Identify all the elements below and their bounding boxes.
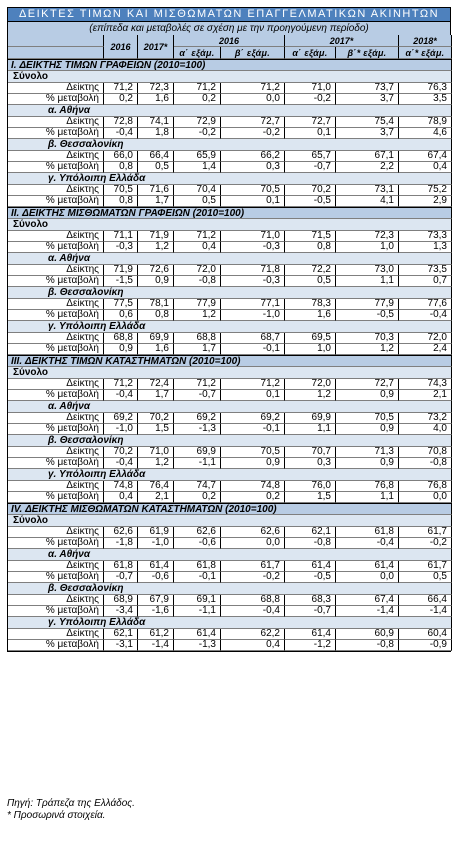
table-cell: 77,9 — [336, 299, 399, 310]
header-year-2016: 2016 — [104, 35, 138, 59]
table-cell: 76,8 — [399, 481, 452, 492]
table-cell: -1,4 — [138, 640, 174, 651]
group-title: α. Αθήνα — [8, 105, 452, 117]
table-cell: 67,1 — [336, 151, 399, 162]
table-cell: 62,2 — [221, 629, 285, 640]
table-cell: 69,9 — [174, 447, 221, 458]
table-cell: 1,0 — [336, 242, 399, 253]
table-cell: -1,8 — [104, 538, 138, 549]
table-cell: -0,4 — [104, 390, 138, 401]
row-label: Δείκτης — [8, 413, 104, 424]
row-label: % μεταβολή — [8, 538, 104, 549]
table-cell: 68,8 — [174, 333, 221, 344]
table-cell: -1,3 — [174, 640, 221, 651]
table-cell: 0,9 — [104, 344, 138, 355]
table-cell: 0,1 — [221, 196, 285, 207]
table-cell: 2,4 — [399, 344, 452, 355]
table-cell: -0,9 — [399, 640, 452, 651]
table-cell: 60,9 — [336, 629, 399, 640]
table-cell: 71,2 — [221, 379, 285, 390]
header-2017-semesters: 2017* — [285, 35, 399, 47]
table-cell: 71,9 — [104, 265, 138, 276]
group-title: γ. Υπόλοιπη Ελλάδα — [8, 173, 452, 185]
table-cell: 66,4 — [138, 151, 174, 162]
group-title: β. Θεσσαλονίκη — [8, 435, 452, 447]
row-label: Δείκτης — [8, 595, 104, 606]
row-label: Δείκτης — [8, 117, 104, 128]
document — [7, 7, 451, 652]
row-label: % μεταβολή — [8, 492, 104, 503]
table-cell: -0,4 — [221, 606, 285, 617]
table-cell: 67,4 — [336, 595, 399, 606]
table-cell: -0,5 — [285, 196, 336, 207]
row-label: Δείκτης — [8, 265, 104, 276]
table-cell: -0,4 — [399, 310, 452, 321]
table-cell: 71,0 — [138, 447, 174, 458]
row-label: % μεταβολή — [8, 94, 104, 105]
table-cell: 72,8 — [104, 117, 138, 128]
row-label: % μεταβολή — [8, 162, 104, 173]
table-cell: 1,7 — [138, 196, 174, 207]
section-title: II. ΔΕΙΚΤΗΣ ΜΙΣΘΩΜΑΤΩΝ ΓΡΑΦΕΙΩΝ (2010=100) — [8, 207, 452, 219]
table-cell: 1,7 — [174, 344, 221, 355]
row-label: Δείκτης — [8, 151, 104, 162]
row-label: % μεταβολή — [8, 640, 104, 651]
table-cell: 71,0 — [285, 83, 336, 94]
row-label: % μεταβολή — [8, 572, 104, 583]
table-cell: 0,2 — [221, 492, 285, 503]
table-cell: 73,1 — [336, 185, 399, 196]
table-cell: 72,9 — [174, 117, 221, 128]
table-cell: 1,1 — [336, 276, 399, 287]
table-cell: 0,0 — [399, 492, 452, 503]
table-cell: 60,4 — [399, 629, 452, 640]
table-cell: -0,2 — [285, 94, 336, 105]
table-cell: 71,8 — [221, 265, 285, 276]
row-label: Δείκτης — [8, 299, 104, 310]
table-cell: 70,2 — [138, 413, 174, 424]
table-cell: 71,2 — [104, 83, 138, 94]
table-cell: 72,2 — [285, 265, 336, 276]
table-cell: 69,5 — [285, 333, 336, 344]
table-cell: 67,9 — [138, 595, 174, 606]
table-cell: 68,8 — [221, 595, 285, 606]
table-cell: 78,1 — [138, 299, 174, 310]
table-cell: 76,3 — [399, 83, 452, 94]
table-cell: 75,4 — [336, 117, 399, 128]
row-label: % μεταβολή — [8, 344, 104, 355]
table-cell: 0,9 — [336, 424, 399, 435]
table-cell: 73,5 — [399, 265, 452, 276]
table-cell: 78,9 — [399, 117, 452, 128]
group-title: Σύνολο — [8, 515, 452, 527]
table-cell: 61,4 — [138, 561, 174, 572]
table-cell: 1,1 — [336, 492, 399, 503]
table-cell: 70,2 — [104, 447, 138, 458]
table-cell: 69,9 — [138, 333, 174, 344]
table-cell: 65,7 — [285, 151, 336, 162]
row-label: % μεταβολή — [8, 128, 104, 139]
table-cell: 70,5 — [221, 447, 285, 458]
row-label: Δείκτης — [8, 185, 104, 196]
table-cell: 72,0 — [174, 265, 221, 276]
table-cell: -0,4 — [104, 458, 138, 469]
row-label: Δείκτης — [8, 629, 104, 640]
table-cell: 75,2 — [399, 185, 452, 196]
table-cell: 68,9 — [104, 595, 138, 606]
header-h1-2017: α΄ εξάμ. — [285, 47, 336, 59]
table-cell: 0,9 — [221, 458, 285, 469]
table-cell: 3,7 — [336, 94, 399, 105]
table-cell: 70,7 — [285, 447, 336, 458]
table-cell: 65,9 — [174, 151, 221, 162]
table-cell: 0,7 — [399, 276, 452, 287]
table-cell: 68,8 — [104, 333, 138, 344]
table-cell: 70,5 — [336, 413, 399, 424]
row-label: % μεταβολή — [8, 390, 104, 401]
header-h2-2017: β΄* εξάμ. — [336, 47, 399, 59]
table-cell: 76,0 — [285, 481, 336, 492]
table-cell: -0,2 — [399, 538, 452, 549]
row-label: Δείκτης — [8, 333, 104, 344]
table-cell: 69,2 — [174, 413, 221, 424]
table-cell: 0,0 — [336, 572, 399, 583]
table-cell: 1,2 — [138, 458, 174, 469]
table-cell: 0,0 — [221, 94, 285, 105]
table-cell: 0,3 — [221, 162, 285, 173]
table-cell: 1,8 — [138, 128, 174, 139]
table-cell: 1,6 — [285, 310, 336, 321]
table-cell: 69,1 — [174, 595, 221, 606]
table-cell: 67,4 — [399, 151, 452, 162]
table-cell: 1,3 — [399, 242, 452, 253]
table-cell: 71,2 — [104, 379, 138, 390]
table-cell: -0,3 — [221, 242, 285, 253]
table-cell: -1,1 — [174, 606, 221, 617]
table-cell: 0,8 — [104, 162, 138, 173]
table-cell: -3,4 — [104, 606, 138, 617]
table-cell: 77,6 — [399, 299, 452, 310]
table-cell: 0,2 — [174, 492, 221, 503]
table-cell: 4,1 — [336, 196, 399, 207]
table-cell: 77,1 — [221, 299, 285, 310]
row-label: Δείκτης — [8, 83, 104, 94]
header-year-2017: 2017* — [138, 35, 174, 59]
table-cell: 68,3 — [285, 595, 336, 606]
row-label: % μεταβολή — [8, 606, 104, 617]
table-cell: 66,4 — [399, 595, 452, 606]
group-title: Σύνολο — [8, 219, 452, 231]
row-label: Δείκτης — [8, 447, 104, 458]
table-cell: 77,9 — [174, 299, 221, 310]
table-cell: 71,6 — [138, 185, 174, 196]
group-title: α. Αθήνα — [8, 253, 452, 265]
table-cell: 0,5 — [174, 196, 221, 207]
table-cell: 0,8 — [138, 310, 174, 321]
table-cell: -0,2 — [174, 128, 221, 139]
table-cell: -1,0 — [104, 424, 138, 435]
table-cell: -0,6 — [138, 572, 174, 583]
table-cell: 2,2 — [336, 162, 399, 173]
table-cell: 0,1 — [285, 128, 336, 139]
table-cell: 69,2 — [104, 413, 138, 424]
table-cell: -1,0 — [221, 310, 285, 321]
table-cell: 1,0 — [285, 344, 336, 355]
table-cell: -1,3 — [174, 424, 221, 435]
table-cell: 72,0 — [399, 333, 452, 344]
row-label: % μεταβολή — [8, 242, 104, 253]
table-cell: -0,7 — [285, 162, 336, 173]
table-cell: -1,4 — [399, 606, 452, 617]
row-label: % μεταβολή — [8, 276, 104, 287]
table-cell: 73,3 — [399, 231, 452, 242]
table-cell: -1,4 — [336, 606, 399, 617]
table-cell: 1,2 — [138, 242, 174, 253]
table-cell: 0,5 — [399, 572, 452, 583]
table-cell: 76,4 — [138, 481, 174, 492]
table-title: ΔΕΙΚΤΕΣ ΤΙΜΩΝ ΚΑΙ ΜΙΣΘΩΜΑΤΩΝ ΕΠΑΓΓΕΛΜΑΤΙΚΩΝ ΑΚΙΝΗΤΩΝ — [7, 7, 451, 22]
table-cell: -0,3 — [221, 276, 285, 287]
source-note: Πηγή: Τράπεζα της Ελλάδος. — [7, 798, 135, 809]
table-cell: 71,3 — [336, 447, 399, 458]
table-cell: 70,5 — [104, 185, 138, 196]
table-cell: 72,7 — [336, 379, 399, 390]
table-cell: 61,8 — [336, 527, 399, 538]
group-title: Σύνολο — [8, 367, 452, 379]
table-cell: 2,9 — [399, 196, 452, 207]
table-cell: 2,1 — [138, 492, 174, 503]
table-cell: 72,3 — [138, 83, 174, 94]
table-cell: -0,1 — [221, 344, 285, 355]
group-title: α. Αθήνα — [8, 401, 452, 413]
table-cell: 77,5 — [104, 299, 138, 310]
section-title: I. ΔΕΙΚΤΗΣ ΤΙΜΩΝ ΓΡΑΦΕΙΩΝ (2010=100) — [8, 59, 452, 71]
table-cell: 66,0 — [104, 151, 138, 162]
table-cell: 4,0 — [399, 424, 452, 435]
table-cell: 74,3 — [399, 379, 452, 390]
row-label: Δείκτης — [8, 481, 104, 492]
table-cell: -0,7 — [285, 606, 336, 617]
table-cell: -0,8 — [174, 276, 221, 287]
table-cell: -0,4 — [336, 538, 399, 549]
table-cell: 70,2 — [285, 185, 336, 196]
table-cell: 68,7 — [221, 333, 285, 344]
table-cell: -0,2 — [221, 572, 285, 583]
group-title: β. Θεσσαλονίκη — [8, 139, 452, 151]
table-cell: 3,7 — [336, 128, 399, 139]
table-cell: 73,2 — [399, 413, 452, 424]
table-cell: 61,8 — [104, 561, 138, 572]
table-cell: -1,5 — [104, 276, 138, 287]
table-cell: 69,2 — [221, 413, 285, 424]
group-title: γ. Υπόλοιπη Ελλάδα — [8, 617, 452, 629]
row-label: % μεταβολή — [8, 458, 104, 469]
table-cell: 1,6 — [138, 344, 174, 355]
table-cell: 1,7 — [138, 390, 174, 401]
row-label: Δείκτης — [8, 561, 104, 572]
table-cell: -0,8 — [399, 458, 452, 469]
table-cell: 70,3 — [336, 333, 399, 344]
table-cell: -0,7 — [174, 390, 221, 401]
table-cell: 66,2 — [221, 151, 285, 162]
table-cell: -1,0 — [138, 538, 174, 549]
table-cell: -0,6 — [174, 538, 221, 549]
table-cell: 71,2 — [174, 231, 221, 242]
table-cell: -0,2 — [221, 128, 285, 139]
table-cell: 62,1 — [285, 527, 336, 538]
table-cell: 78,3 — [285, 299, 336, 310]
table-cell: 62,6 — [174, 527, 221, 538]
table-cell: 70,5 — [221, 185, 285, 196]
table-cell: 0,6 — [104, 310, 138, 321]
header-blank — [8, 35, 104, 47]
header-2016-semesters: 2016 — [174, 35, 285, 47]
table-cell: 71,1 — [104, 231, 138, 242]
table-cell: 62,6 — [221, 527, 285, 538]
table-cell: 61,4 — [174, 629, 221, 640]
table-cell: 70,4 — [174, 185, 221, 196]
table-cell: -0,4 — [104, 128, 138, 139]
table-cell: 0,4 — [221, 640, 285, 651]
header-h1-2018: α΄* εξάμ. — [399, 47, 452, 59]
table-cell: 72,6 — [138, 265, 174, 276]
table-cell: -0,7 — [104, 572, 138, 583]
table-cell: 1,6 — [138, 94, 174, 105]
table-cell: 61,2 — [138, 629, 174, 640]
table-cell: 0,9 — [138, 276, 174, 287]
table-cell: 72,0 — [285, 379, 336, 390]
table-cell: 61,7 — [221, 561, 285, 572]
table-cell: 74,8 — [104, 481, 138, 492]
row-label: Δείκτης — [8, 231, 104, 242]
table-cell: 0,1 — [221, 390, 285, 401]
table-cell: 61,4 — [285, 629, 336, 640]
table-cell: 61,7 — [399, 561, 452, 572]
table-cell: -0,5 — [285, 572, 336, 583]
table-cell: -0,5 — [336, 310, 399, 321]
table-cell: 0,5 — [285, 276, 336, 287]
table-cell: 71,9 — [138, 231, 174, 242]
section-title: III. ΔΕΙΚΤΗΣ ΤΙΜΩΝ ΚΑΤΑΣΤΗΜΑΤΩΝ (2010=100) — [8, 355, 452, 367]
row-label: Δείκτης — [8, 527, 104, 538]
table-cell: 0,5 — [138, 162, 174, 173]
table-cell: 72,3 — [336, 231, 399, 242]
table-cell: 61,4 — [285, 561, 336, 572]
provisional-note: * Προσωρινά στοιχεία. — [7, 810, 106, 821]
table-cell: 1,2 — [336, 344, 399, 355]
table-cell: 70,8 — [399, 447, 452, 458]
table-cell: 1,4 — [174, 162, 221, 173]
table-cell: 62,1 — [104, 629, 138, 640]
table-cell: 76,8 — [336, 481, 399, 492]
table-subtitle: (επίπεδα και μεταβολές σε σχέση με την προηγούμενη περίοδο) — [7, 22, 451, 35]
table-cell: 72,7 — [221, 117, 285, 128]
table-cell: -0,8 — [285, 538, 336, 549]
table-cell: 3,5 — [399, 94, 452, 105]
row-label: % μεταβολή — [8, 196, 104, 207]
header-blank-2 — [8, 47, 104, 59]
header-2018-semesters: 2018* — [399, 35, 452, 47]
table-cell: 0,8 — [285, 242, 336, 253]
row-label: % μεταβολή — [8, 424, 104, 435]
table-cell: 69,9 — [285, 413, 336, 424]
table-cell: 4,6 — [399, 128, 452, 139]
table-cell: 62,6 — [104, 527, 138, 538]
table-cell: -1,6 — [138, 606, 174, 617]
row-label: % μεταβολή — [8, 310, 104, 321]
table-cell: 0,8 — [104, 196, 138, 207]
table-cell: -0,8 — [336, 640, 399, 651]
section-title: IV. ΔΕΙΚΤΗΣ ΜΙΣΘΩΜΑΤΩΝ ΚΑΤΑΣΤΗΜΑΤΩΝ (2010=100) — [8, 503, 452, 515]
table-cell: 71,2 — [221, 83, 285, 94]
table-cell: -0,1 — [174, 572, 221, 583]
table-cell: 61,7 — [399, 527, 452, 538]
table-cell: 0,9 — [336, 390, 399, 401]
table-cell: 1,1 — [285, 424, 336, 435]
table-cell: 74,8 — [221, 481, 285, 492]
header-h1-2016: α΄ εξάμ. — [174, 47, 221, 59]
table-cell: 71,2 — [174, 379, 221, 390]
table-cell: 61,4 — [336, 561, 399, 572]
table-cell: 2,1 — [399, 390, 452, 401]
group-title: β. Θεσσαλονίκη — [8, 583, 452, 595]
table-cell: 0,0 — [221, 538, 285, 549]
table-cell: 71,5 — [285, 231, 336, 242]
table-cell: 74,1 — [138, 117, 174, 128]
table-cell: 74,7 — [174, 481, 221, 492]
table-cell: -0,3 — [104, 242, 138, 253]
table-cell: 0,2 — [104, 94, 138, 105]
table-cell: 0,2 — [174, 94, 221, 105]
table-cell: 71,2 — [174, 83, 221, 94]
group-title: Σύνολο — [8, 71, 452, 83]
table-cell: 1,5 — [285, 492, 336, 503]
row-label: Δείκτης — [8, 379, 104, 390]
table-cell: -3,1 — [104, 640, 138, 651]
group-title: γ. Υπόλοιπη Ελλάδα — [8, 469, 452, 481]
table-cell: 0,4 — [174, 242, 221, 253]
table-cell: 1,2 — [174, 310, 221, 321]
table-cell: 0,3 — [285, 458, 336, 469]
data-table — [7, 35, 451, 652]
table-cell: -0,1 — [221, 424, 285, 435]
table-cell: 73,0 — [336, 265, 399, 276]
table-cell: 72,7 — [285, 117, 336, 128]
header-h2-2016: β΄ εξάμ. — [221, 47, 285, 59]
table-cell: -1,2 — [285, 640, 336, 651]
table-cell: 1,2 — [285, 390, 336, 401]
table-cell: 72,4 — [138, 379, 174, 390]
table-cell: -1,1 — [174, 458, 221, 469]
table-cell: 0,4 — [104, 492, 138, 503]
table-cell: 61,8 — [174, 561, 221, 572]
table-cell: 0,9 — [336, 458, 399, 469]
table-cell: 73,7 — [336, 83, 399, 94]
table-cell: 1,5 — [138, 424, 174, 435]
group-title: α. Αθήνα — [8, 549, 452, 561]
group-title: β. Θεσσαλονίκη — [8, 287, 452, 299]
table-cell: 71,0 — [221, 231, 285, 242]
table-cell: 61,9 — [138, 527, 174, 538]
table-cell: 0,4 — [399, 162, 452, 173]
group-title: γ. Υπόλοιπη Ελλάδα — [8, 321, 452, 333]
